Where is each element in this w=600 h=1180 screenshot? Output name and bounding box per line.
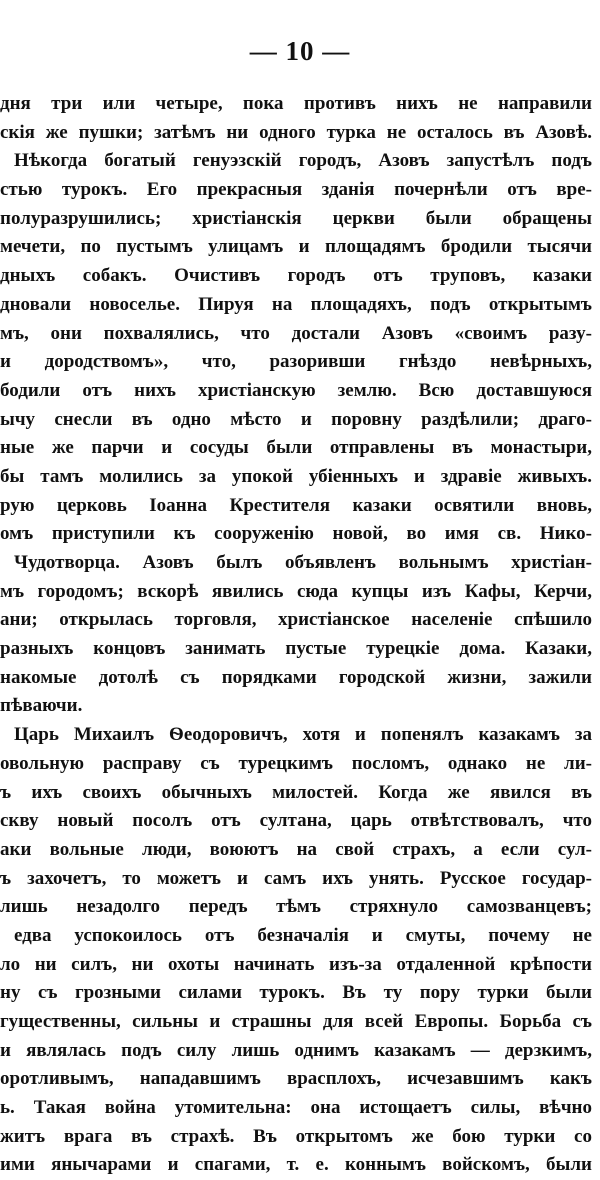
text-line: ъ ихъ своихъ обычныхъ милостей. Когда же явился въ — [0, 781, 592, 803]
page-number: — 10 — — [249, 36, 351, 66]
text-line: житъ врага въ страхѣ. Въ открытомъ же бою турки со — [0, 1125, 592, 1147]
text-line: едва успокоилось отъ безначалія и смуты, почему не — [14, 924, 592, 946]
text-line: бодили отъ нихъ христіанскую землю. Всю доставшуюся — [0, 379, 592, 401]
text-line: ь. Такая война утомительна: она истощаетъ силы, вѣчно — [0, 1097, 592, 1119]
text-line: Чудотворца. Азовъ былъ объявленъ вольнымъ христіан- — [14, 552, 592, 573]
text-line: ими янычарами и спагами, т. е. коннымъ войскомъ, были — [0, 1154, 592, 1176]
text-line: разныхъ концовъ занимать пустые турецкіе дома. Казаки, — [0, 638, 592, 660]
text-line: ло ни силъ, ни охоты начинать изъ-за отдаленной крѣпости — [0, 953, 592, 975]
text-line: дня три или четыре, пока противъ нихъ не направили — [0, 93, 592, 114]
text-line: ные же парчи и сосуды были отправлены въ монастыри, — [0, 437, 592, 459]
text-line: аки вольные люди, воюютъ на свой страхъ, а если сул- — [0, 838, 592, 860]
text-line: накомые дотолѣ съ порядками городской жизни, зажили — [0, 666, 592, 688]
text-line: мечети, по пустымъ улицамъ и площадямъ бродили тысячи — [0, 236, 592, 258]
text-line: лишь незадолго передъ тѣмъ стряхнуло самозванцевъ; — [0, 896, 592, 918]
text-line: рую церковь Іоанна Крестителя казаки освятили вновь, — [0, 494, 592, 516]
text-line: мъ городомъ; вскорѣ явились сюда купцы изъ Кафы, Керчи, — [0, 580, 592, 602]
text-line: бы тамъ молились за упокой убіенныхъ и здравіе живыхъ. — [0, 465, 592, 487]
text-line: стью турокъ. Его прекрасныя зданія почернѣли отъ вре- — [0, 179, 592, 201]
text-line: ани; открылась торговля, христіанское населеніе спѣшило — [0, 609, 592, 631]
text-line: и дородствомъ», что, разоривши гнѣздо невѣрныхъ, — [0, 351, 592, 373]
text-line: мъ, они похвалялись, что достали Азовъ «своимъ разу- — [0, 322, 592, 344]
text-line: гущественны, сильны и страшны для всей Европы. Борьба съ — [0, 1011, 592, 1032]
text-line: и являлась подъ силу лишь однимъ казакамъ — дерзкимъ, — [0, 1039, 592, 1061]
text-line: ъ захочетъ, то можетъ и самъ ихъ унять. Русское государ- — [0, 867, 592, 889]
text-line: овольную расправу съ турецкимъ посломъ, однако не ли- — [0, 752, 592, 774]
text-line: дновали новоселье. Пируя на площадяхъ, подъ открытымъ — [0, 293, 592, 315]
text-line: ычу снесли въ одно мѣсто и поровну раздѣлили; драго- — [0, 408, 592, 430]
text-line: омъ приступили къ сооруженію новой, во имя св. Нико- — [0, 523, 592, 545]
text-line: скія же пушки; затѣмъ ни одного турка не осталось въ Азовѣ. — [0, 121, 592, 143]
text-line: Царь Михаилъ Ѳеодоровичъ, хотя и попенялъ казакамъ за — [14, 724, 592, 746]
text-line: оротливымъ, нападавшимъ врасплохъ, исчезавшимъ какъ — [0, 1068, 592, 1090]
text-line: скву новый посолъ отъ султана, царь отвѣтствовалъ, что — [0, 810, 592, 832]
text-line: пѣваючи. — [0, 695, 83, 717]
text-line: ну съ грозными силами турокъ. Въ ту пору турки были — [0, 982, 592, 1004]
body-text — [0, 90, 592, 1180]
text-line: Нѣкогда богатый генуэзскій городъ, Азовъ запустѣлъ подъ — [14, 150, 592, 172]
text-line: дныхъ собакъ. Очистивъ городъ отъ труповъ, казаки — [0, 265, 592, 287]
text-line: полуразрушились; христіанскія церкви были обращены — [0, 207, 592, 229]
